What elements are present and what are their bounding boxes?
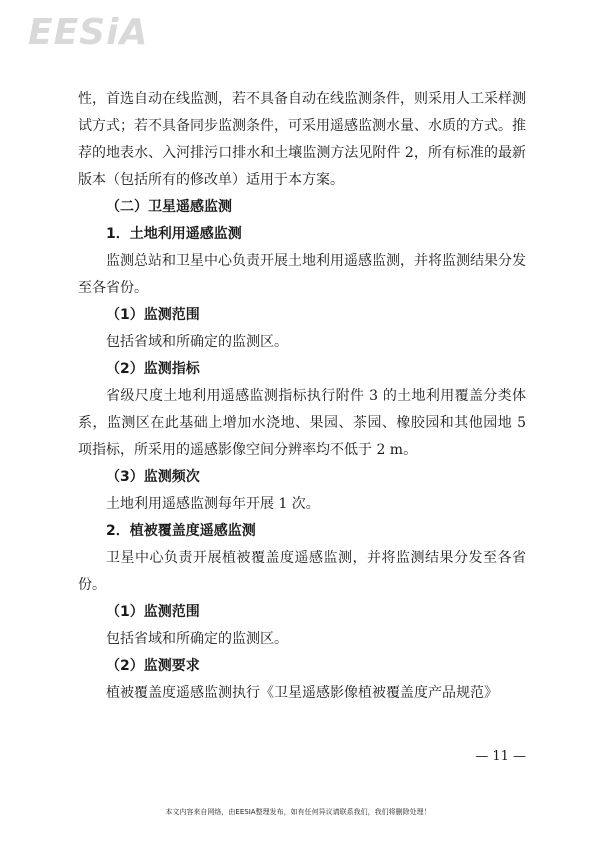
- paragraph-indicators: 省级尺度土地利用遥感监测指标执行附件 3 的土地利用覆盖分类体系，监测区在此基础上增加水浇地、果园、茶园、橡胶园和其他园地 5 项指标，所采用的遥感影像空间分辨率均不低于 2 m。: [78, 388, 526, 458]
- page-number: — 11 —: [475, 749, 526, 764]
- subsection-heading-land-use: 1．土地利用遥感监测: [106, 226, 242, 242]
- paragraph-requirements: 植被覆盖度遥感监测执行《卫星遥感影像植被覆盖度产品规范》: [106, 685, 498, 701]
- item-heading-indicators: （2）监测指标: [106, 361, 200, 377]
- subsection-heading-vegetation: 2．植被覆盖度遥感监测: [106, 523, 256, 539]
- section-heading-satellite-remote-sensing: （二）卫星遥感监测: [106, 199, 232, 215]
- paragraph-scope-1: 包括省域和所确定的监测区。: [106, 334, 288, 350]
- item-heading-frequency: （3）监测频次: [106, 469, 200, 485]
- document-body: [78, 86, 526, 707]
- paragraph-vegetation: 卫星中心负责开展植被覆盖度遥感监测，并将监测结果分发至各省份。: [78, 550, 526, 593]
- item-heading-requirements: （2）监测要求: [106, 658, 200, 674]
- paragraph-monitoring-methods: 性，首选自动在线监测，若不具备自动在线监测条件，则采用人工采样测试方式；若不具备同步监测条件，可采用遥感监测水量、水质的方式。推荐的地表水、入河排污口排水和土壤监测方法见附件 2，所有标准的最新版本（包括所有的修改单）适用于本方案。: [78, 91, 526, 188]
- item-heading-scope-1: （1）监测范围: [106, 307, 200, 323]
- paragraph-land-use: 监测总站和卫星中心负责开展土地利用遥感监测，并将监测结果分发至各省份。: [78, 253, 526, 296]
- footer-notice: 本文内容来自网络，由EESIA整理发布，如有任何异议请联系我们，我们将删除处理！: [165, 808, 431, 816]
- paragraph-scope-2: 包括省域和所确定的监测区。: [106, 631, 288, 647]
- eesia-logo: EESiA: [28, 12, 149, 53]
- paragraph-frequency: 土地利用遥感监测每年开展 1 次。: [106, 496, 320, 512]
- item-heading-scope-2: （1）监测范围: [106, 604, 200, 620]
